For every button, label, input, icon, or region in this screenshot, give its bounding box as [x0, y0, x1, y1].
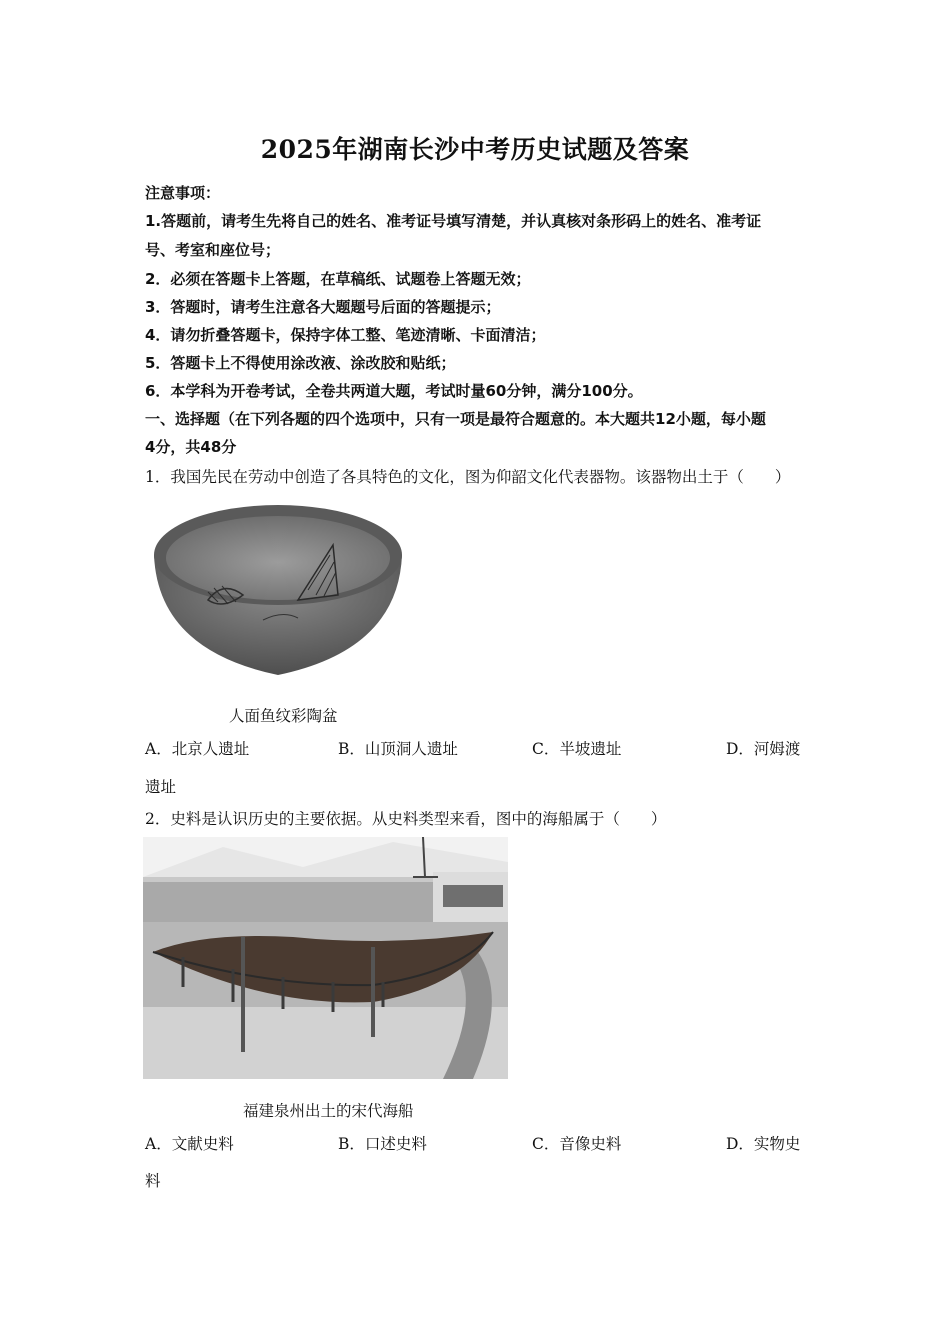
note-item-4: 4．请勿折叠答题卡，保持字体工整、笔迹清晰、卡面清洁； [145, 326, 546, 344]
q2-option-c[interactable]: C．音像史料 [532, 1135, 622, 1153]
q1-option-a[interactable]: A．北京人遗址 [145, 740, 250, 758]
q2-option-b[interactable]: B．口述史料 [338, 1135, 427, 1153]
q2-ship-image [143, 837, 508, 1079]
section-heading-line1: 一、选择题（在下列各题的四个选项中，只有一项是最符合题意的。本大题共12小题，每小题 [145, 410, 766, 428]
q2-stem: 2．史料是认识历史的主要依据。从史料类型来看，图中的海船属于（ ） [145, 810, 667, 828]
note-item-5: 5．答题卡上不得使用涂改液、涂改胶和贴纸； [145, 354, 456, 372]
notes-heading: 注意事项： [145, 184, 221, 202]
q2-caption: 福建泉州出土的宋代海船 [243, 1102, 414, 1120]
q1-option-b[interactable]: B．山顶洞人遗址 [338, 740, 458, 758]
q1-option-c[interactable]: C．半坡遗址 [532, 740, 622, 758]
q2-option-d[interactable]: D．实物史 [726, 1135, 801, 1153]
q1-stem: 1．我国先民在劳动中创造了各具特色的文化，图为仰韶文化代表器物。该器物出土于（ ） [145, 468, 791, 486]
note-item-1-cont: 号、考室和座位号； [145, 241, 281, 259]
q1-caption: 人面鱼纹彩陶盆 [229, 707, 338, 725]
basin-illustration [148, 500, 408, 680]
note-item-1: 1.答题前，请考生先将自己的姓名、准考证号填写清楚，并认真核对条形码上的姓名、准考证 [145, 212, 762, 230]
q2-option-a[interactable]: A．文献史料 [145, 1135, 234, 1153]
note-item-3: 3．答题时，请考生注意各大题题号后面的答题提示； [145, 298, 501, 316]
page-title: 2025年湖南长沙中考历史试题及答案 [260, 135, 690, 164]
ship-illustration [143, 837, 508, 1079]
q1-basin-image [148, 500, 408, 680]
note-item-2: 2．必须在答题卡上答题，在草稿纸、试题卷上答题无效； [145, 270, 531, 288]
section-heading-line2: 4分，共48分 [145, 438, 237, 456]
note-item-6: 6．本学科为开卷考试，全卷共两道大题，考试时量60分钟，满分100分。 [145, 382, 643, 400]
q2-option-d-wrap: 料 [145, 1172, 161, 1190]
q1-option-d[interactable]: D．河姆渡 [726, 740, 801, 758]
q1-option-d-wrap: 遗址 [145, 778, 177, 796]
